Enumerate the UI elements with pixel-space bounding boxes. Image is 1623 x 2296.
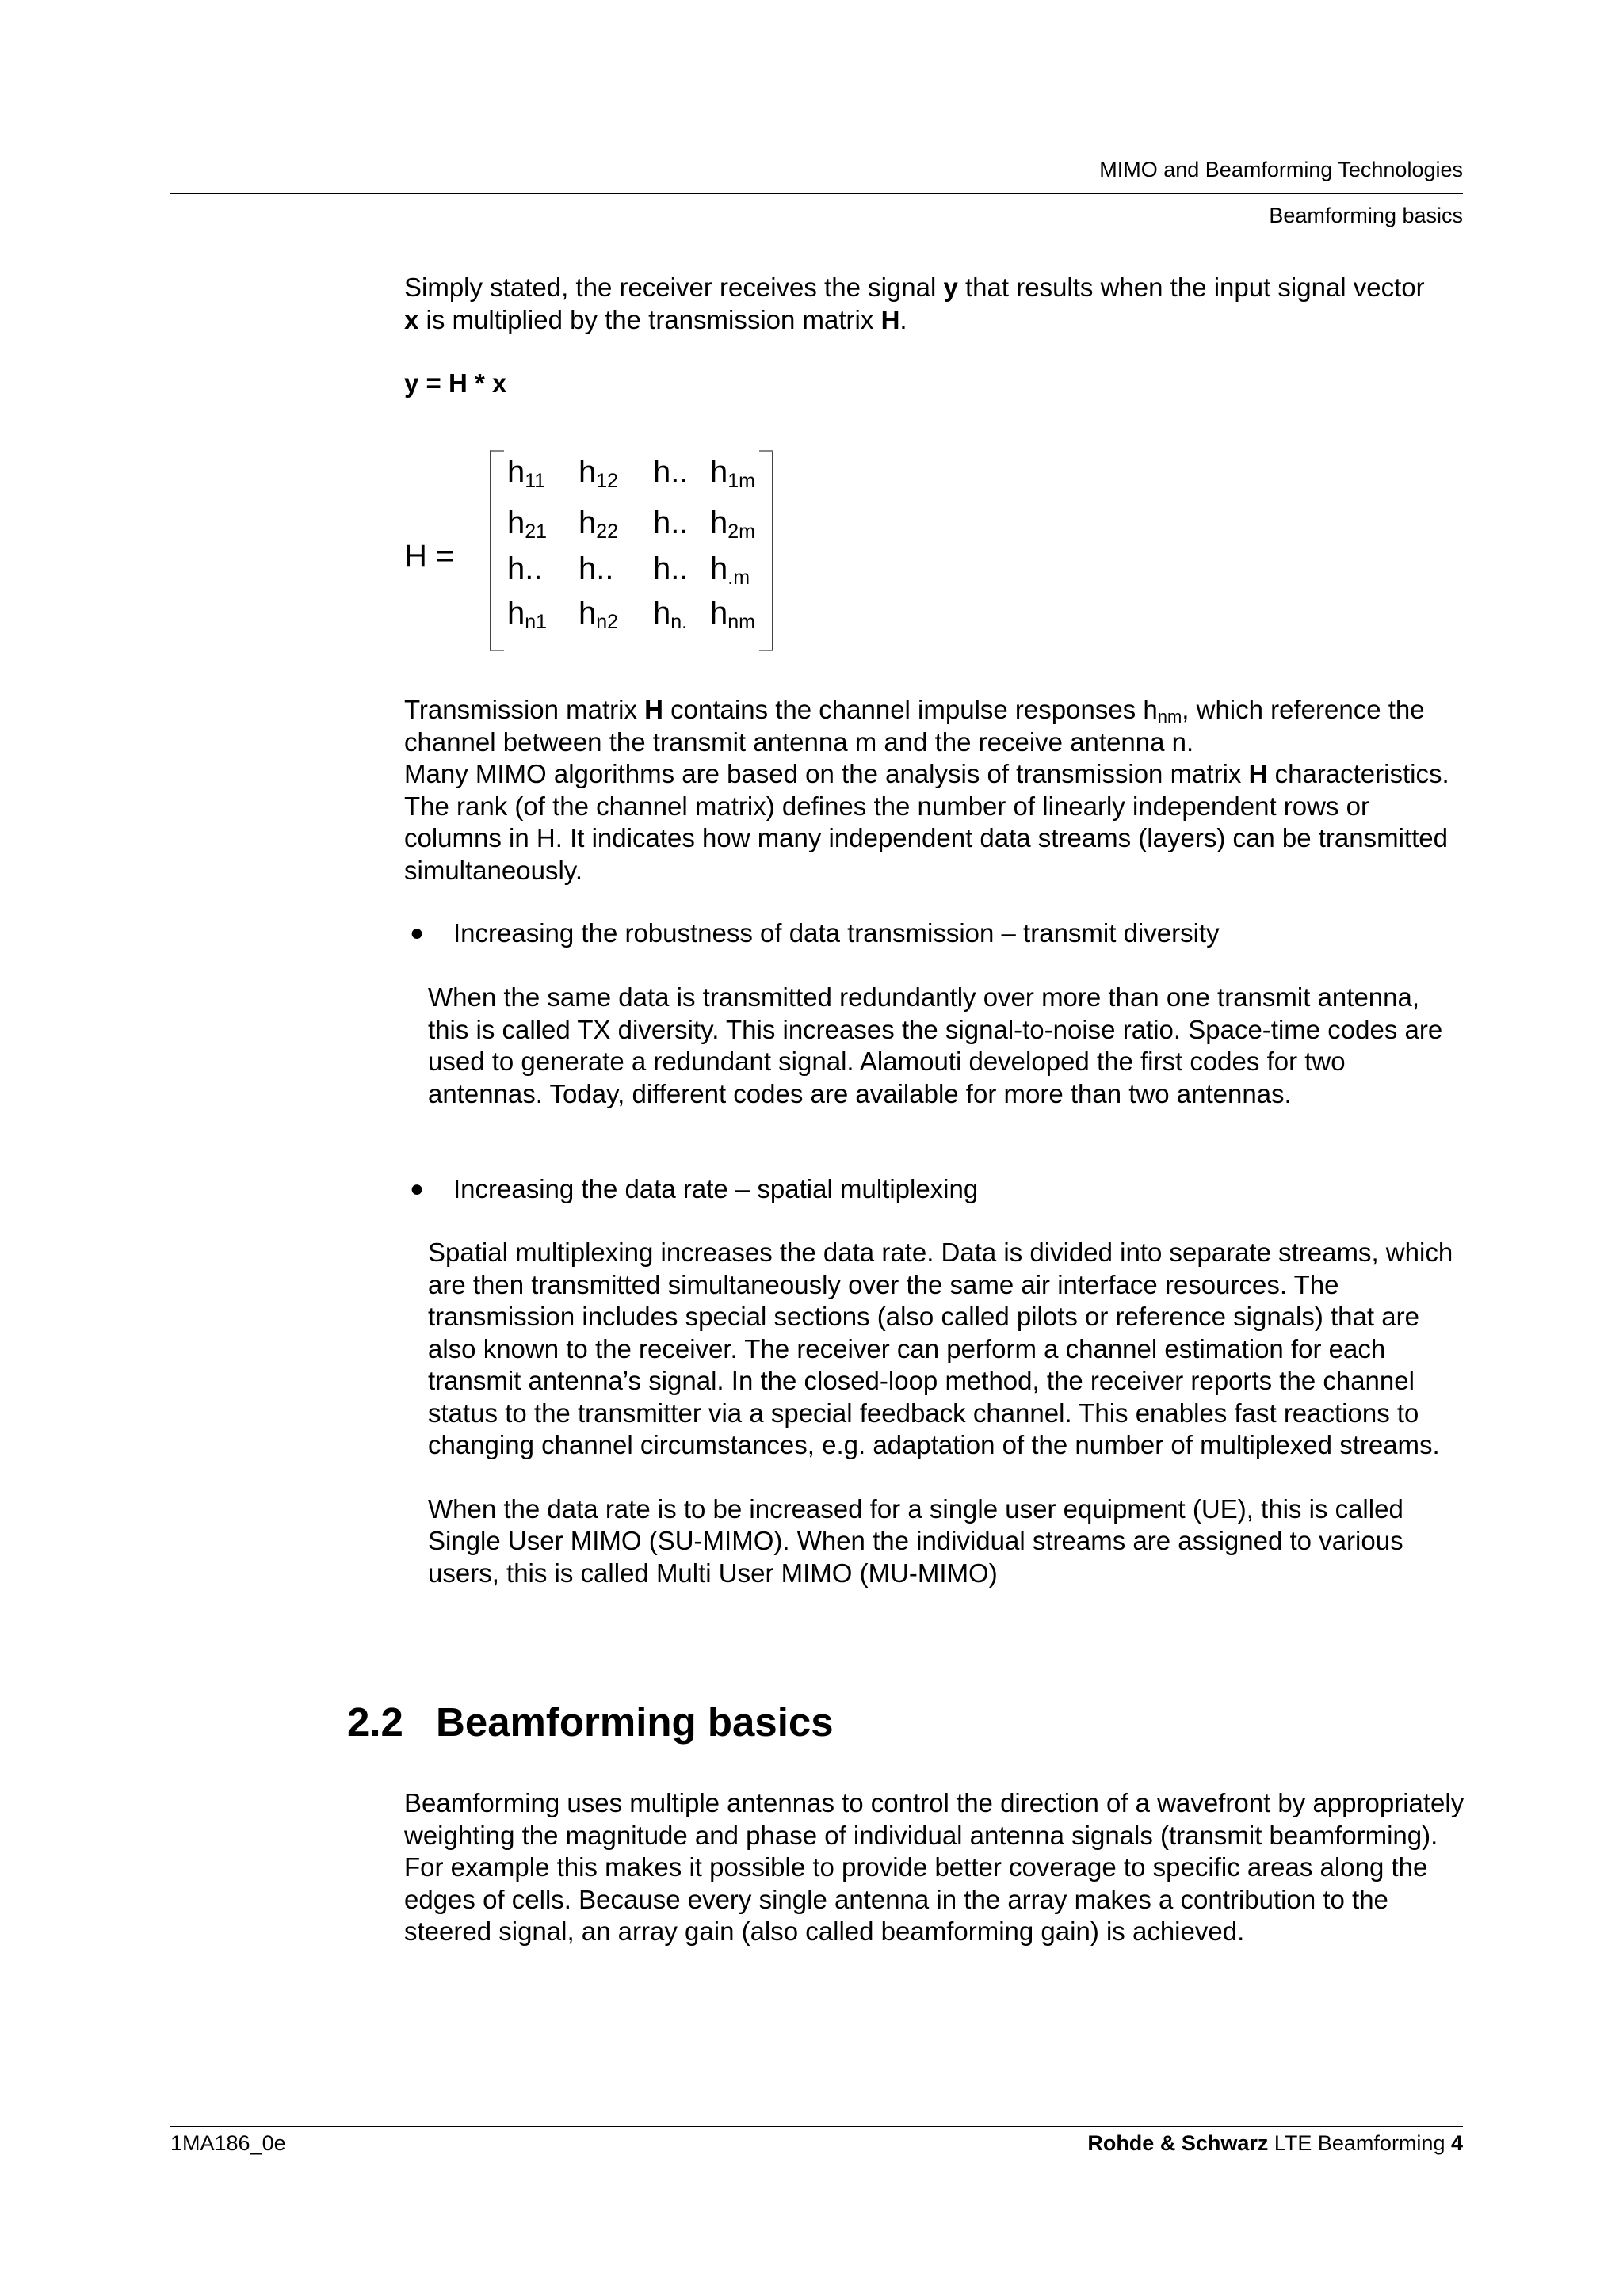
p2-bold-h2: H	[1248, 759, 1268, 788]
matrix-cell-subscript: nm	[727, 611, 755, 633]
p2-subscript-nm: nm	[1157, 707, 1182, 727]
matrix-cell-subscript: 12	[596, 470, 619, 492]
matrix-cell-base: h..	[579, 551, 614, 586]
running-header-title: MIMO and Beamforming Technologies	[1099, 158, 1463, 181]
bullet-title: Increasing the robustness of data transmission – transmit diversity	[453, 918, 1220, 948]
running-header-section: Beamforming basics	[1269, 204, 1463, 227]
matrix-cell	[653, 550, 688, 588]
matrix-cell	[579, 594, 618, 641]
matrix-cell	[507, 453, 545, 500]
matrix-cell-base: h	[710, 505, 728, 540]
intro-bold-y: y	[943, 273, 958, 302]
footer-brand: Rohde & Schwarz	[1087, 2131, 1269, 2155]
section-heading	[347, 1698, 834, 1747]
matrix-lhs: H =	[404, 539, 455, 574]
intro-text-4: .	[899, 304, 907, 334]
transmission-matrix	[404, 444, 816, 651]
matrix-cell-subscript: n1	[525, 611, 548, 633]
matrix-cell-base: h..	[507, 551, 543, 586]
footer-doc-id: 1MA186_0e	[170, 2131, 286, 2155]
p2-text-3: , which reference the channel between the transmit antenna m and the receive antenna n.	[404, 695, 1425, 757]
intro-paragraph	[404, 272, 1466, 336]
p2-text-1: Transmission matrix	[404, 695, 645, 724]
matrix-cell-subscript: n.	[670, 611, 688, 633]
matrix-cell	[579, 550, 613, 588]
matrix-cell	[710, 504, 755, 551]
footer-right	[1087, 2130, 1463, 2157]
matrix-cell-subscript: 22	[596, 521, 619, 543]
matrix-cell-base: h..	[653, 455, 689, 490]
matrix-cell	[579, 504, 618, 551]
matrix-cell-subscript: n2	[596, 611, 619, 633]
p2-text-4: Many MIMO algorithms are based on the analysis of transmission matrix	[404, 759, 1249, 788]
bullet-paragraph: When the same data is transmitted redundantly over more than one transmit antenna, this is called TX diversity. This increases the signal-to-noise ratio. Space-time codes are used to generate a redundant signal. Alamouti developed the first codes for two antennas. Today, different codes are available for more than two antennas.	[428, 982, 1443, 1108]
matrix-cell-subscript: .m	[727, 566, 750, 589]
matrix-cell	[710, 594, 755, 641]
matrix-cell-base: h..	[653, 551, 689, 586]
channel-paragraph	[404, 694, 1466, 887]
matrix-right-bracket	[759, 450, 773, 651]
matrix-cell	[653, 453, 688, 491]
beamforming-text: Beamforming uses multiple antennas to control the direction of a wavefront by appropriately weighting the magnitude and phase of individual antenna signals (transmit beamforming). For example this makes it possible to provide better coverage to specific areas along the edges of cells. Because every single antenna in the array makes a contribution to the steered signal, an array gain (also called beamforming gain) is achieved.	[404, 1788, 1465, 1946]
footer-rule	[170, 2126, 1463, 2127]
matrix-cell	[507, 550, 542, 588]
beamforming-paragraph	[404, 1787, 1466, 1948]
matrix-cell	[507, 594, 547, 641]
bullet-marker: ●	[410, 1176, 425, 1202]
matrix-cell	[653, 594, 687, 641]
matrix-cell	[579, 453, 618, 500]
matrix-cell-subscript: 11	[525, 470, 546, 492]
intro-text-2: that results when the input signal vector	[957, 273, 1425, 302]
bullet-paragraph: When the data rate is to be increased for a single user equipment (UE), this is called Single User MIMO (SU-MIMO). When the individual streams are assigned to various users, this is called Multi User MIMO (MU-MIMO)	[428, 1493, 1403, 1588]
footer-doc-title: LTE Beamforming	[1268, 2131, 1451, 2155]
section-title: Beamforming basics	[436, 1699, 834, 1745]
header-rule	[170, 193, 1463, 194]
matrix-cell-base: h	[507, 505, 525, 540]
matrix-cell-subscript: 21	[525, 521, 548, 543]
matrix-cell-base: h	[710, 455, 728, 490]
bullet-paragraph: Spatial multiplexing increases the data rate. Data is divided into separate streams, which are then transmitted simultaneously over the same air interface resources. The transmission includes special sections (also called pilots or reference signals) that are also known to the receiver. The receiver can perform a channel estimation for each transmit antenna’s signal. In the closed-loop method, the receiver reports the channel status to the transmitter via a special feedback channel. This enables fast reactions to changing channel circumstances, e.g. adaptation of the number of multiplexed streams.	[428, 1238, 1453, 1459]
intro-bold-h: H	[880, 304, 900, 334]
bullet-title: Increasing the data rate – spatial multiplexing	[453, 1174, 979, 1203]
matrix-cell-subscript: 2m	[727, 521, 755, 543]
intro-text-3: is multiplied by the transmission matrix	[418, 304, 881, 334]
footer-page-number: 4	[1450, 2131, 1463, 2155]
matrix-cell-base: h	[579, 505, 597, 540]
matrix-cell-base: h	[710, 551, 728, 586]
matrix-cell-base: h	[579, 455, 597, 490]
matrix-cell	[653, 504, 688, 542]
matrix-cell-subscript: 1m	[727, 470, 755, 492]
matrix-cell-base: h	[653, 596, 671, 631]
bullet-marker: ●	[410, 920, 425, 946]
matrix-cell	[710, 453, 755, 500]
matrix-cell	[710, 550, 750, 597]
matrix-cell	[507, 504, 547, 551]
matrix-cell-base: h	[507, 455, 525, 490]
matrix-cell-base: h	[579, 596, 597, 631]
section-number: 2.2	[347, 1699, 403, 1745]
equation: y = H * x	[404, 368, 507, 398]
matrix-left-bracket	[490, 450, 504, 651]
intro-text-1: Simply stated, the receiver receives the signal	[404, 273, 944, 302]
p2-text-2: contains the channel impulse responses h	[663, 695, 1158, 724]
intro-bold-x: x	[404, 304, 419, 334]
bullet-body-transmit-diversity	[428, 982, 1466, 1110]
matrix-cell-base: h	[710, 596, 728, 631]
matrix-cell-base: h..	[653, 505, 689, 540]
matrix-cell-base: h	[507, 596, 525, 631]
p2-bold-h1: H	[644, 695, 663, 724]
p2-text-5: characteristics. The rank (of the channel matrix) defines the number of linearly independent rows or columns in H. It indicates how many independent data streams (layers) can be transmitted simultaneously.	[404, 759, 1449, 885]
bullet-body-spatial-multiplexing	[428, 1237, 1466, 1589]
